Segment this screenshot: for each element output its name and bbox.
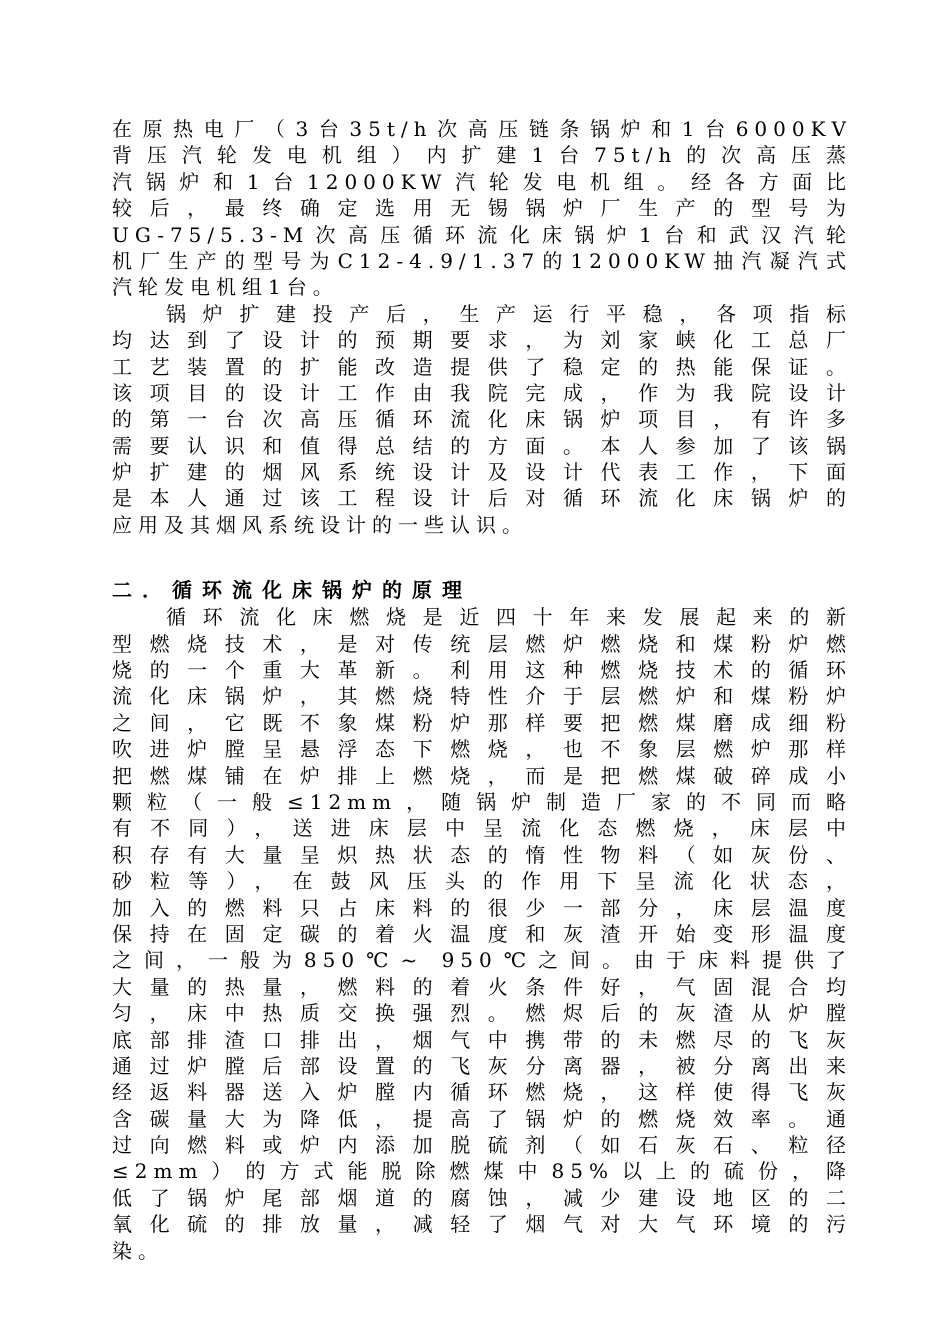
text-line: 需要认识和值得总结的方面。本人参加了该锅 <box>112 433 852 458</box>
text-line: 把燃煤铺在炉排上燃烧，而是把燃煤破碎成小 <box>112 763 852 788</box>
section-heading: 二．循环流化床锅炉的原理 <box>112 578 472 603</box>
paragraph-expansion-overview <box>112 116 852 301</box>
text-line: 吹进炉膛呈悬浮态下燃烧，也不象层燃炉那样 <box>112 737 852 762</box>
text-line: 含碳量大为降低，提高了锅炉的燃烧效率。通 <box>112 1106 852 1131</box>
text-line: UG-75/5.3-M次高压循环流化床锅炉1台和武汉汽轮 <box>112 222 852 247</box>
text-line: 应用及其烟风系统设计的一些认识。 <box>112 512 528 537</box>
text-line: 烧的一个重大革新。利用这种燃烧技术的循环 <box>112 658 852 683</box>
text-line: 工艺装置的扩能改造提供了稳定的热能保证。 <box>112 354 852 379</box>
text-line: 砂粒等），在鼓风压头的作用下呈流化状态， <box>112 869 852 894</box>
text-line: 背压汽轮发电机组）内扩建1台75t/h的次高压蒸 <box>112 143 852 168</box>
text-line: 氧化硫的排放量，减轻了烟气对大气环境的污 <box>112 1212 852 1237</box>
text-line: ≤2mm）的方式能脱除燃煤中85%以上的硫份，降 <box>112 1159 852 1184</box>
text-line: 之间，它既不象煤粉炉那样要把燃煤磨成细粉 <box>112 710 852 735</box>
text-line: 较后，最终确定选用无锡锅炉厂生产的型号为 <box>112 196 852 221</box>
text-line: 锅炉扩建投产后，生产运行平稳，各项指标 <box>166 301 852 326</box>
text-line: 炉扩建的烟风系统设计及设计代表工作，下面 <box>112 460 852 485</box>
text-line: 加入的燃料只占床料的很少一部分，床层温度 <box>112 895 852 920</box>
text-line: 是本人通过该工程设计后对循环流化床锅炉的 <box>112 486 852 511</box>
text-line: 型燃烧技术，是对传统层燃炉燃烧和煤粉炉燃 <box>112 631 852 656</box>
text-line: 机厂生产的型号为C12-4.9/1.37的12000KW抽汽凝汽式 <box>112 248 852 273</box>
text-line: 的第一台次高压循环流化床锅炉项目，有许多 <box>112 407 852 432</box>
text-line: 在原热电厂（3台35t/h次高压链条锅炉和1台6000KV <box>112 117 852 141</box>
text-line: 该项目的设计工作由我院完成，作为我院设计 <box>112 380 852 405</box>
text-line: 通过炉膛后部设置的飞灰分离器，被分离出来 <box>112 1053 852 1078</box>
text-line: 匀，床中热质交换强烈。燃烬后的灰渣从炉膛 <box>112 1001 852 1026</box>
text-line: 过向燃料或炉内添加脱硫剂（如石灰石、粒径 <box>112 1133 852 1158</box>
text-line: 汽锅炉和1台12000KW汽轮发电机组。经各方面比 <box>112 169 852 194</box>
text-line: 低了锅炉尾部烟道的腐蚀，减少建设地区的二 <box>112 1185 852 1210</box>
text-line: 颗粒（一般≤12mm，随锅炉制造厂家的不同而略 <box>112 789 852 814</box>
paragraph-cfb-principle <box>112 604 852 1264</box>
text-line: 循环流化床燃烧是近四十年来发展起来的新 <box>166 605 852 630</box>
paragraph-operation-results <box>112 301 852 539</box>
text-line: 汽轮发电机组1台。 <box>112 275 339 300</box>
text-line: 之间，一般为850℃~ 950℃之间。由于床料提供了 <box>112 948 852 973</box>
section-spacer <box>112 538 852 576</box>
text-line: 均达到了设计的预期要求，为刘家峡化工总厂 <box>112 328 852 353</box>
text-line: 保持在固定碳的着火温度和灰渣开始变形温度 <box>112 921 852 946</box>
text-line: 经返料器送入炉膛内循环燃烧，这样使得飞灰 <box>112 1080 852 1105</box>
text-line: 流化床锅炉，其燃烧特性介于层燃炉和煤粉炉 <box>112 684 852 709</box>
document-body <box>112 116 852 1264</box>
text-line: 底部排渣口排出，烟气中携带的未燃尽的飞灰 <box>112 1027 852 1052</box>
text-line: 积存有大量呈炽热状态的惰性物料（如灰份、 <box>112 842 852 867</box>
text-line: 大量的热量，燃料的着火条件好，气固混合均 <box>112 974 852 999</box>
text-line: 有不同），送进床层中呈流化态燃烧，床层中 <box>112 816 852 841</box>
text-line: 染。 <box>112 1238 164 1263</box>
